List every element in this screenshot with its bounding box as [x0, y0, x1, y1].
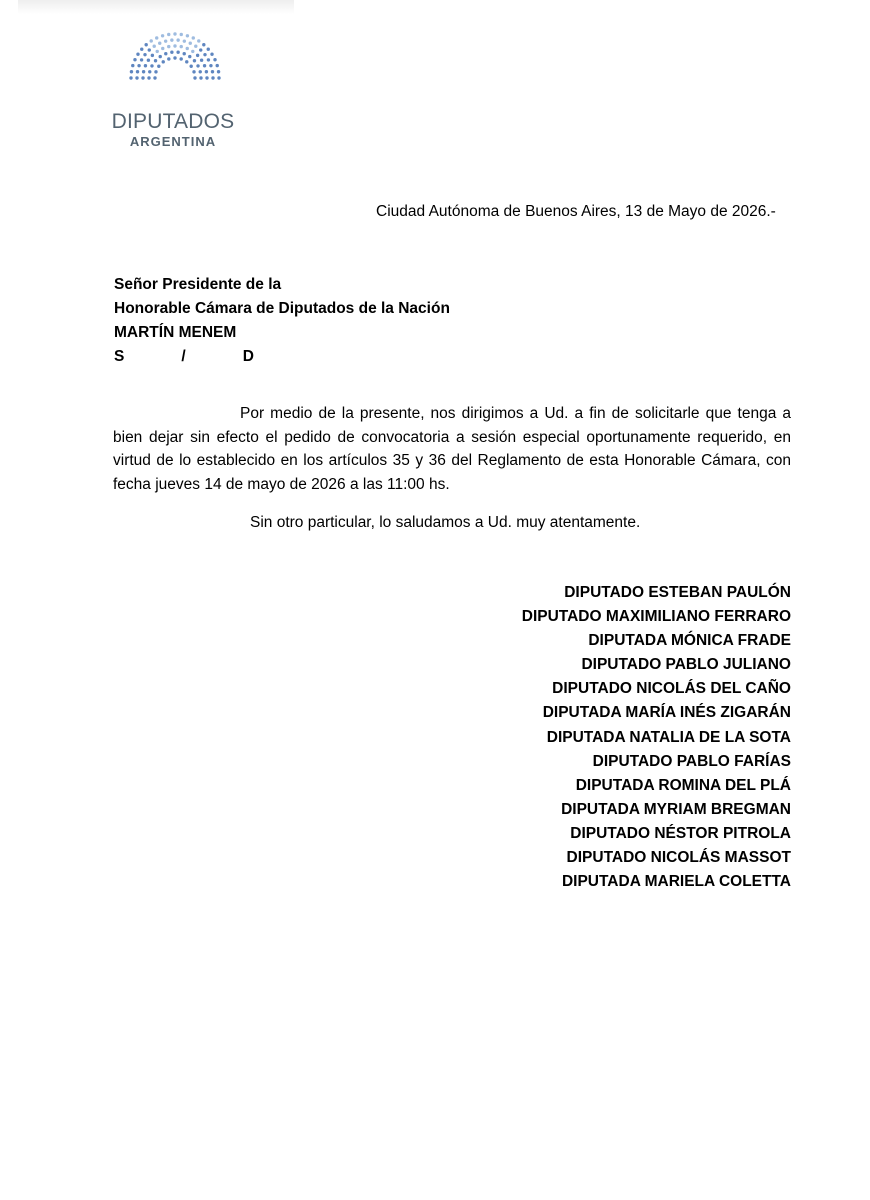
emblem-seat-dot [148, 70, 151, 73]
signature-line: DIPUTADA MÓNICA FRADE [588, 632, 791, 650]
signature-line: DIPUTADO NÉSTOR PITROLA [570, 824, 791, 842]
sd-s: S [114, 348, 125, 365]
signature-line: DIPUTADO ESTEBAN PAULÓN [564, 584, 791, 601]
emblem-seat-dot [133, 58, 136, 61]
emblem-seat-dot [159, 55, 162, 58]
logo-subtitle: ARGENTINA [129, 134, 217, 149]
emblem-seat-dot [189, 65, 192, 68]
emblem-seat-dot [180, 45, 183, 48]
emblem-seat-dot [142, 70, 145, 73]
emblem-seat-dot [130, 70, 133, 73]
emblem-seat-dot [158, 42, 161, 45]
addressee-title: Señor Presidente de la [114, 276, 282, 293]
emblem-seat-dot [203, 64, 206, 67]
emblem-seat-dot [153, 76, 156, 79]
emblem-seat-dot [203, 53, 206, 56]
emblem-seat-dot [167, 57, 170, 60]
emblem-seat-dot [185, 60, 188, 63]
emblem-seat-dot [176, 50, 179, 53]
emblem-seat-dot [167, 33, 170, 36]
emblem-seat-dot [148, 48, 151, 51]
chamber-logo [108, 28, 240, 149]
scan-edge-shadow [18, 0, 294, 14]
addressee-name: MARTÍN MENEM [114, 324, 237, 341]
signature-line: DIPUTADO NICOLÁS DEL CAÑO [552, 680, 791, 698]
emblem-seat-dot [192, 36, 195, 39]
emblem-seat-dot [200, 59, 203, 62]
emblem-seat-dot [216, 64, 219, 67]
emblem-seat-dot [192, 70, 195, 73]
emblem-seat-dot [150, 39, 153, 42]
signature-list [522, 584, 791, 897]
emblem-seat-dot [170, 38, 173, 41]
emblem-seat-dot [155, 36, 158, 39]
emblem-seat-dot [150, 64, 153, 67]
emblem-seat-dot [147, 59, 150, 62]
sd-d: D [242, 348, 254, 365]
emblem-seat-dot [131, 64, 134, 67]
emblem-seat-dot [180, 33, 183, 36]
emblem-seat-dot [217, 70, 220, 73]
body-paragraph [113, 402, 791, 496]
signature-line: DIPUTADO PABLO JULIANO [581, 656, 791, 674]
emblem-seat-dot [164, 52, 167, 55]
signature-line: DIPUTADA NATALIA DE LA SOTA [546, 728, 791, 746]
emblem-seat-dot [194, 44, 197, 47]
emblem-seat-dot [188, 55, 191, 58]
emblem-seat-dot [135, 76, 138, 79]
emblem-seat-dot [205, 76, 208, 79]
emblem-seat-dot [211, 70, 214, 73]
emblem-seat-dot [129, 76, 132, 79]
signature-line: DIPUTADO PABLO FARÍAS [592, 752, 791, 770]
emblem-seat-dot [196, 54, 199, 57]
signature-line: DIPUTADA ROMINA DEL PLÁ [575, 776, 791, 794]
emblem-seat-dot [202, 43, 205, 46]
emblem-seat-dot [217, 76, 220, 79]
emblem-seat-dot [193, 59, 196, 62]
emblem-seat-dot [141, 76, 144, 79]
signature-line: DIPUTADO MAXIMILIANO FERRARO [521, 608, 791, 626]
addressee-institution: Honorable Cámara de Diputados de la Nación [114, 300, 450, 317]
emblem-seat-dot [209, 64, 212, 67]
emblem-seat-dot [176, 38, 179, 41]
emblem-seat-dot [207, 58, 210, 61]
emblem-seat-dot [154, 59, 157, 62]
emblem-seat-dot [207, 47, 210, 50]
signature-line: DIPUTADA MARIELA COLETTA [561, 873, 791, 891]
emblem-seat-dot [136, 70, 139, 73]
emblem-seat-dot [186, 47, 189, 50]
emblem-seat-dot [136, 53, 139, 56]
emblem-seat-dot [140, 58, 143, 61]
signature-line: DIPUTADA MYRIAM BREGMAN [561, 800, 791, 818]
emblem-seat-dot [154, 70, 157, 73]
emblem-seat-dot [183, 52, 186, 55]
emblem-seat-dot [164, 39, 167, 42]
emblem-seat-dot [157, 65, 160, 68]
signature-line: DIPUTADA MARÍA INÉS ZIGARÁN [542, 704, 791, 722]
addressee-block [114, 276, 450, 372]
emblem-seat-dot [205, 70, 208, 73]
logo-title: DIPUTADOS [111, 110, 235, 133]
emblem-seat-dot [143, 53, 146, 56]
emblem-seat-dot [167, 45, 170, 48]
emblem-seat-dot [191, 50, 194, 53]
emblem-seat-dot [153, 44, 156, 47]
emblem-seat-dot [147, 76, 150, 79]
emblem-seat-dot [199, 48, 202, 51]
emblem-seat-dot [197, 39, 200, 42]
emblem-seat-dot [196, 64, 199, 67]
emblem-seat-dot [189, 42, 192, 45]
emblem-seat-dot [179, 57, 182, 60]
emblem-seat-dot [173, 44, 176, 47]
emblem-seat-dot [210, 53, 213, 56]
hemicycle-icon [128, 28, 222, 80]
emblem-seat-dot [199, 70, 202, 73]
emblem-seat-dot [162, 60, 165, 63]
su-despacho [114, 348, 254, 372]
emblem-seat-dot [186, 34, 189, 37]
closing-line: Sin otro particular, lo saludamos a Ud. muy atentamente. [250, 514, 641, 531]
date-line: Ciudad Autónoma de Buenos Aires, 13 de Mayo de 2026.- [376, 203, 776, 220]
emblem-seat-dot [170, 50, 173, 53]
emblem-seat-dot [156, 50, 159, 53]
emblem-seat-dot [151, 54, 154, 57]
emblem-seat-dot [211, 76, 214, 79]
sd-slash: / [181, 348, 186, 365]
emblem-seat-dot [161, 47, 164, 50]
emblem-seat-dot [173, 32, 176, 35]
emblem-seat-dot [213, 58, 216, 61]
emblem-seat-dot [144, 64, 147, 67]
body-text: Por medio de la presente, nos dirigimos a Ud. a fin de solicitarle que tenga a bien dejar sin efecto el pedido de convocatoria a sesión especial oportunamente requerido, en virtud de lo establecido en los artículos 35 y 36 del Reglamento de esta Honorable Cámara, con fecha jueves 14 de mayo de 2026 a las 11:00 hs. [113, 405, 791, 493]
emblem-seat-dot [199, 76, 202, 79]
emblem-seat-dot [183, 39, 186, 42]
emblem-seat-dot [144, 43, 147, 46]
emblem-seat-dot [193, 76, 196, 79]
emblem-seat-dot [161, 34, 164, 37]
emblem-seat-dot [140, 47, 143, 50]
emblem-seat-dot [137, 64, 140, 67]
emblem-seat-dot [173, 56, 176, 59]
signature-line: DIPUTADO NICOLÁS MASSOT [566, 849, 791, 867]
